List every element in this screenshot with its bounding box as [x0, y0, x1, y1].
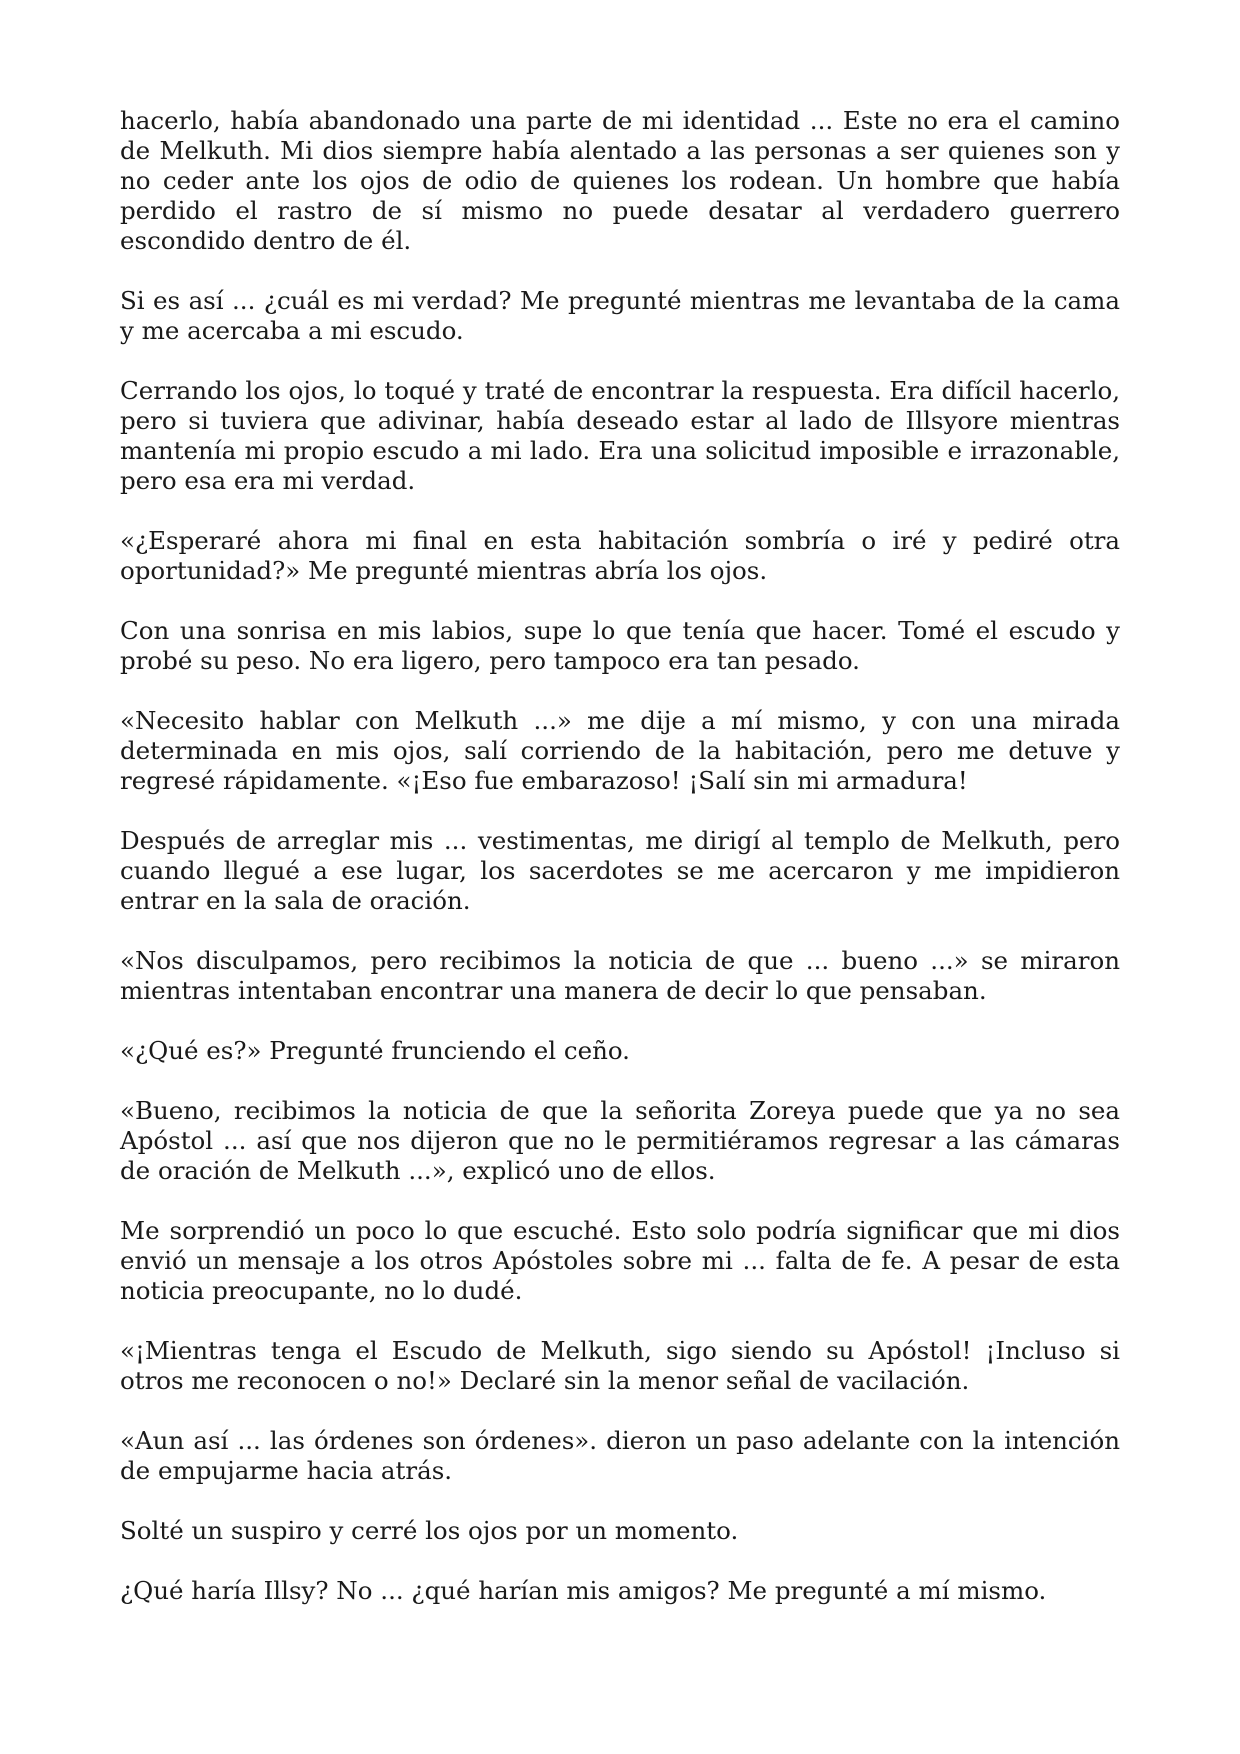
paragraph-7: Después de arreglar mis ... vestimentas, me dirigí al templo de Melkuth, pero cuando llegué a ese lugar, los sacerdotes se me acercaron y me impidieron entrar en la sala de oración. [120, 826, 1120, 915]
paragraph-5: Con una sonrisa en mis labios, supe lo que tenía que hacer. Tomé el escudo y probé su peso. No era ligero, pero tampoco era tan pesado. [120, 616, 1120, 675]
paragraph-4: «¿Esperaré ahora mi final en esta habitación sombría o iré y pediré otra oportunidad?» Me pregunté mientras abría los ojos. [120, 526, 1120, 585]
paragraph-6: «Necesito hablar con Melkuth ...» me dije a mí mismo, y con una mirada determinada en mis ojos, salí corriendo de la habitación, pero me detuve y regresé rápidamente. «¡Eso fue embarazoso! ¡Salí sin mi armadura! [120, 706, 1120, 795]
paragraph-14: Solté un suspiro y cerré los ojos por un momento. [120, 1516, 739, 1545]
paragraph-2: Si es así ... ¿cuál es mi verdad? Me pregunté mientras me levantaba de la cama y me acercaba a mi escudo. [120, 286, 1120, 345]
paragraph-3: Cerrando los ojos, lo toqué y traté de encontrar la respuesta. Era difícil hacerlo, pero si tuviera que adivinar, había deseado estar al lado de Illsyore mientras mantenía mi propio escudo a mi lado. Era una solicitud imposible e irrazonable, pero esa era mi verdad. [120, 376, 1120, 495]
paragraph-15: ¿Qué haría Illsy? No ... ¿qué harían mis amigos? Me pregunté a mí mismo. [120, 1576, 1047, 1605]
paragraph-9: «¿Qué es?» Pregunté frunciendo el ceño. [120, 1036, 630, 1065]
paragraph-13: «Aun así ... las órdenes son órdenes». dieron un paso adelante con la intención de empujarme hacia atrás. [120, 1426, 1120, 1485]
paragraph-12: «¡Mientras tenga el Escudo de Melkuth, sigo siendo su Apóstol! ¡Incluso si otros me reconocen o no!» Declaré sin la menor señal de vacilación. [120, 1336, 1120, 1395]
paragraph-8: «Nos disculpamos, pero recibimos la noticia de que ... bueno ...» se miraron mientras intentaban encontrar una manera de decir lo que pensaban. [120, 946, 1120, 1005]
paragraph-1: hacerlo, había abandonado una parte de mi identidad ... Este no era el camino de Melkuth. Mi dios siempre había alentado a las personas a ser quienes son y no ceder ante los ojos de odio de quienes los rodean. Un hombre que había perdido el rastro de sí mismo no puede desatar al verdadero guerrero escondido dentro de él. [120, 106, 1120, 255]
paragraph-10: «Bueno, recibimos la noticia de que la señorita Zoreya puede que ya no sea Apóstol ... así que nos dijeron que no le permitiéramos regresar a las cámaras de oración de Melkuth ...», explicó uno de ellos. [120, 1096, 1120, 1185]
paragraph-11: Me sorprendió un poco lo que escuché. Esto solo podría significar que mi dios envió un mensaje a los otros Apóstoles sobre mi ... falta de fe. A pesar de esta noticia preocupante, no lo dudé. [120, 1216, 1120, 1305]
document-page [120, 106, 1120, 1636]
